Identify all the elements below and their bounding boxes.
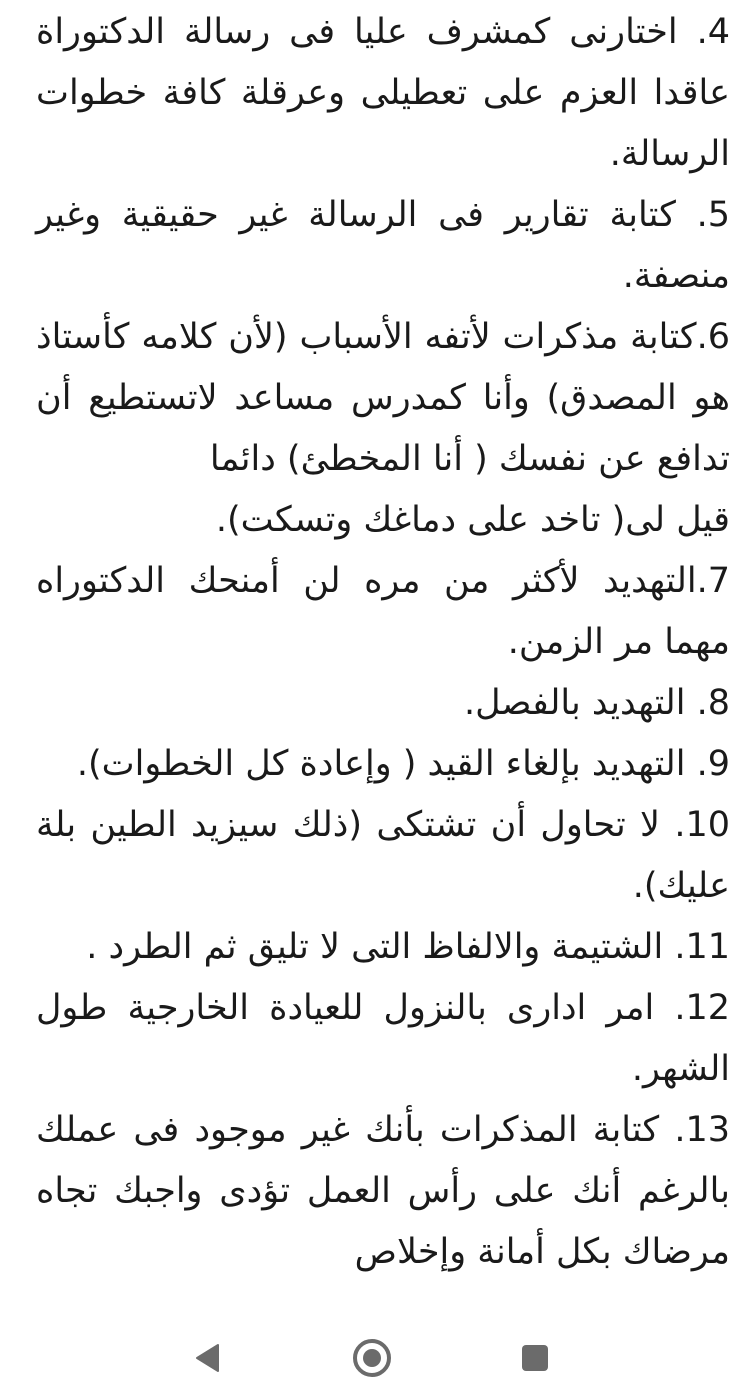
item-text: كتابة تقارير فى الرسالة غير حقيقية وغير منصفة. <box>36 195 730 296</box>
home-circle-icon <box>350 1336 394 1380</box>
back-triangle-icon <box>191 1341 225 1375</box>
item-number: 5. <box>696 195 730 235</box>
list-item <box>36 185 730 307</box>
system-navigation-bar <box>0 1310 750 1400</box>
recents-square-icon <box>519 1342 551 1374</box>
item-text: قيل لى( تاخد على دماغك وتسكت). <box>215 500 730 540</box>
item-text: لا تحاول أن تشتكى (ذلك سيزيد الطين بلة عليك). <box>36 805 730 906</box>
list-item <box>36 673 730 734</box>
list-item <box>36 734 730 795</box>
back-button[interactable] <box>178 1328 238 1388</box>
item-number: 10. <box>674 805 730 845</box>
list-item <box>36 2 730 185</box>
home-button[interactable] <box>342 1328 402 1388</box>
item-text: امر ادارى بالنزول للعيادة الخارجية طول الشهر. <box>36 988 730 1089</box>
item-number: 11. <box>674 927 730 967</box>
item-number: 8. <box>696 683 730 723</box>
item-text: التهديد لأكثر من مره لن أمنحك الدكتوراه مهما مر الزمن. <box>36 561 730 662</box>
item-text: التهديد بإلغاء القيد ( وإعادة كل الخطوات). <box>76 744 697 784</box>
item-number: 12. <box>674 988 730 1028</box>
list-item <box>36 551 730 673</box>
item-number: 13. <box>674 1110 730 1150</box>
list-item <box>36 1100 730 1283</box>
item-text: كتابة المذكرات بأنك غير موجود فى عملك بالرغم أنك على رأس العمل تؤدى واجبك تجاه مرضاك بكل أمانة وإخلاص <box>36 1110 730 1272</box>
item-number: 9. <box>696 744 730 784</box>
item-text: كتابة مذكرات لأتفه الأسباب (لأن كلامه كأستاذ هو المصدق) وأنا كمدرس مساعد لاتستطيع أن تدافع عن نفسك ( أنا المخطئ) دائما <box>36 317 730 479</box>
item-number: 4. <box>696 12 730 52</box>
list-item <box>36 307 730 490</box>
list-item <box>36 795 730 917</box>
item-number: 7. <box>696 561 730 601</box>
item-number: 6. <box>696 317 730 357</box>
list-item <box>36 978 730 1100</box>
item-text: الشتيمة والالفاظ التى لا تليق ثم الطرد . <box>86 927 675 967</box>
recents-button[interactable] <box>505 1328 565 1388</box>
list-item <box>36 490 730 551</box>
item-text: اختارنى كمشرف عليا فى رسالة الدكتوراة عاقدا العزم على تعطيلى وعرقلة كافة خطوات الرسالة. <box>36 12 730 174</box>
item-text: التهديد بالفصل. <box>464 683 697 723</box>
list-item <box>36 917 730 978</box>
